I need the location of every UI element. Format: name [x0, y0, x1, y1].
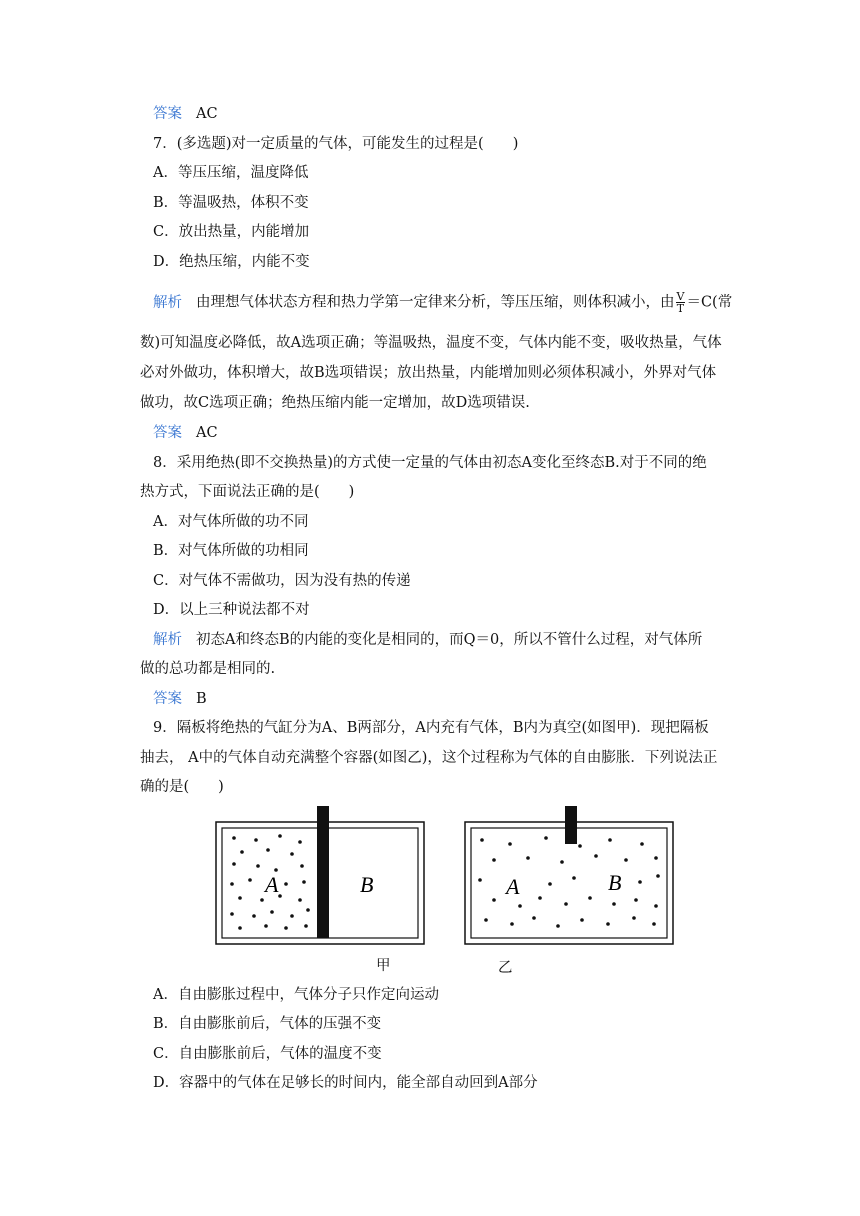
gas-molecule-dot — [588, 896, 592, 900]
gas-molecule-dot — [532, 916, 536, 920]
q8-option-b: B．对气体所做的功相同 — [153, 543, 309, 559]
q9-option-a: A．自由膨胀过程中，气体分子只作定向运动 — [153, 987, 439, 1003]
answer-value: AC — [196, 425, 218, 441]
q7-analysis-line4: 做功，故C选项正确；绝热压缩内能一定增加，故D选项错误. — [140, 395, 530, 411]
gas-molecule-dot — [572, 876, 576, 880]
gas-molecule-dot — [606, 922, 610, 926]
cylinder-figure — [210, 800, 680, 976]
q8-answer-line — [153, 689, 207, 709]
answer-value: AC — [196, 106, 218, 122]
q9-stem-line3: 确的是( ) — [140, 779, 224, 795]
gas-molecule-dot — [634, 898, 638, 902]
gas-molecule-dot — [564, 902, 568, 906]
v-over-t-fraction — [676, 291, 686, 314]
gas-molecule-dot — [300, 864, 304, 868]
partition-board — [317, 806, 329, 938]
gas-molecule-dot — [526, 856, 530, 860]
gas-molecule-dot — [478, 878, 482, 882]
gas-molecule-dot — [278, 894, 282, 898]
answer-tag: 答案 — [153, 425, 182, 441]
label-b: B — [360, 872, 374, 897]
gas-molecule-dot — [480, 838, 484, 842]
gas-molecule-dot — [594, 854, 598, 858]
gas-molecule-dot — [608, 838, 612, 842]
gas-molecule-dot — [484, 918, 488, 922]
fraction-numerator: V — [676, 290, 685, 303]
q8-option-a: A．对气体所做的功不同 — [153, 514, 309, 530]
label-a: A — [265, 872, 279, 897]
gas-molecule-dot — [230, 912, 234, 916]
gas-molecule-dot — [656, 874, 660, 878]
gas-molecule-dot — [510, 922, 514, 926]
q6-answer-line — [153, 104, 218, 124]
q7-option-b: B．等温吸热，体积不变 — [153, 195, 309, 211]
gas-molecule-dot — [298, 898, 302, 902]
q8-stem-line1: 8．采用绝热(即不交换热量)的方式使一定量的气体由初态A变化至终态B.对于不同的绝 — [153, 455, 707, 471]
gas-molecule-dot — [264, 924, 268, 928]
gas-molecule-dot — [548, 882, 552, 886]
q8-analysis-line1 — [153, 630, 702, 650]
gas-molecule-dot — [612, 902, 616, 906]
gas-molecule-dot — [252, 914, 256, 918]
gas-molecule-dot — [580, 918, 584, 922]
q8-analysis-text: 初态A和终态B的内能的变化是相同的，而Q＝0，所以不管什么过程，对气体所 — [196, 632, 703, 648]
gas-molecule-dot — [508, 842, 512, 846]
q7-option-c: C．放出热量，内能增加 — [153, 224, 310, 240]
gas-molecule-dot — [248, 878, 252, 882]
gas-molecule-dot — [290, 914, 294, 918]
gas-molecule-dot — [638, 880, 642, 884]
caption-yi: 乙 — [498, 960, 513, 976]
gas-molecule-dot — [578, 844, 582, 848]
gas-molecule-dot — [256, 864, 260, 868]
inner-wall — [471, 828, 667, 938]
gas-molecule-dot — [270, 910, 274, 914]
gas-molecule-dot — [302, 880, 306, 884]
gas-molecule-dot — [238, 896, 242, 900]
gas-molecule-dot — [544, 836, 548, 840]
gas-molecule-dot — [284, 882, 288, 886]
gas-molecule-dot — [254, 838, 258, 842]
gas-molecule-dot — [238, 926, 242, 930]
cylinder-diagram — [210, 800, 680, 950]
gas-molecule-dot — [624, 858, 628, 862]
analysis-tag: 解析 — [153, 294, 182, 311]
fraction-denominator: T — [676, 302, 685, 315]
q7-analysis-post: ＝C(常 — [686, 294, 733, 311]
q8-option-d: D．以上三种说法都不对 — [153, 602, 310, 618]
gas-molecule-dot — [632, 916, 636, 920]
q9-option-b: B．自由膨胀前后，气体的压强不变 — [153, 1016, 382, 1032]
q9-option-c: C．自由膨胀前后，气体的温度不变 — [153, 1046, 382, 1062]
gas-molecule-dot — [232, 836, 236, 840]
answer-value: B — [196, 691, 207, 707]
gas-molecule-dot — [306, 908, 310, 912]
gas-molecule-dot — [640, 842, 644, 846]
container-yi — [465, 806, 673, 944]
gas-molecule-dot — [232, 862, 236, 866]
gas-molecule-dot — [492, 858, 496, 862]
gas-molecule-dot — [278, 834, 282, 838]
analysis-tag: 解析 — [153, 632, 182, 648]
gas-molecule-dot — [560, 860, 564, 864]
q8-stem-line2: 热方式，下面说法正确的是( ) — [140, 484, 355, 500]
gas-molecule-dot — [260, 898, 264, 902]
gas-molecule-dot — [290, 852, 294, 856]
gas-molecule-dot — [240, 850, 244, 854]
gas-molecule-dot — [304, 924, 308, 928]
label-a: A — [506, 874, 520, 899]
q9-option-d: D．容器中的气体在足够长的时间内，能全部自动回到A部分 — [153, 1075, 538, 1091]
q7-analysis-line3: 必对外做功，体积增大，故B选项错误；放出热量，内能增加则必须体积减小，外界对气体 — [140, 365, 717, 381]
label-b: B — [608, 870, 622, 895]
answer-tag: 答案 — [153, 106, 182, 122]
gas-molecule-dot — [284, 926, 288, 930]
q8-option-c: C．对气体不需做功，因为没有热的传递 — [153, 573, 411, 589]
q7-analysis-line1 — [153, 291, 732, 314]
gas-molecule-dot — [518, 904, 522, 908]
answer-tag: 答案 — [153, 691, 182, 707]
gas-molecule-dot — [538, 896, 542, 900]
q7-option-d: D．绝热压缩，内能不变 — [153, 254, 310, 270]
gas-molecule-dot — [230, 882, 234, 886]
q8-analysis-line2: 做的总功都是相同的. — [140, 661, 276, 677]
q9-stem-line1: 9．隔板将绝热的气缸分为A、B两部分，A内充有气体，B内为真空(如图甲)．现把隔板 — [153, 720, 709, 736]
caption-jia: 甲 — [376, 958, 391, 974]
gas-molecule-dot — [492, 898, 496, 902]
q7-stem: 7．(多选题)对一定质量的气体，可能发生的过程是( ) — [153, 136, 519, 152]
gas-molecule-dot — [654, 856, 658, 860]
q7-analysis-line2: 数)可知温度必降低，故A选项正确；等温吸热，温度不变，气体内能不变，吸收热量，气体 — [140, 335, 722, 351]
gas-molecule-dot — [266, 848, 270, 852]
withdrawn-partition — [565, 806, 577, 844]
q7-answer-line — [153, 423, 218, 443]
q7-analysis-pre: 由理想气体状态方程和热力学第一定律来分析，等压压缩，则体积减小，由 — [196, 294, 675, 311]
q7-option-a: A．等压压缩，温度降低 — [153, 165, 309, 181]
gas-molecule-dot — [556, 924, 560, 928]
q9-stem-line2: 抽去， A中的气体自动充满整个容器(如图乙)，这个过程称为气体的自由膨胀．下列说法正 — [140, 750, 718, 766]
gas-molecule-dot — [652, 922, 656, 926]
gas-molecule-dot — [298, 840, 302, 844]
container-jia — [216, 806, 424, 944]
gas-molecule-dot — [654, 904, 658, 908]
